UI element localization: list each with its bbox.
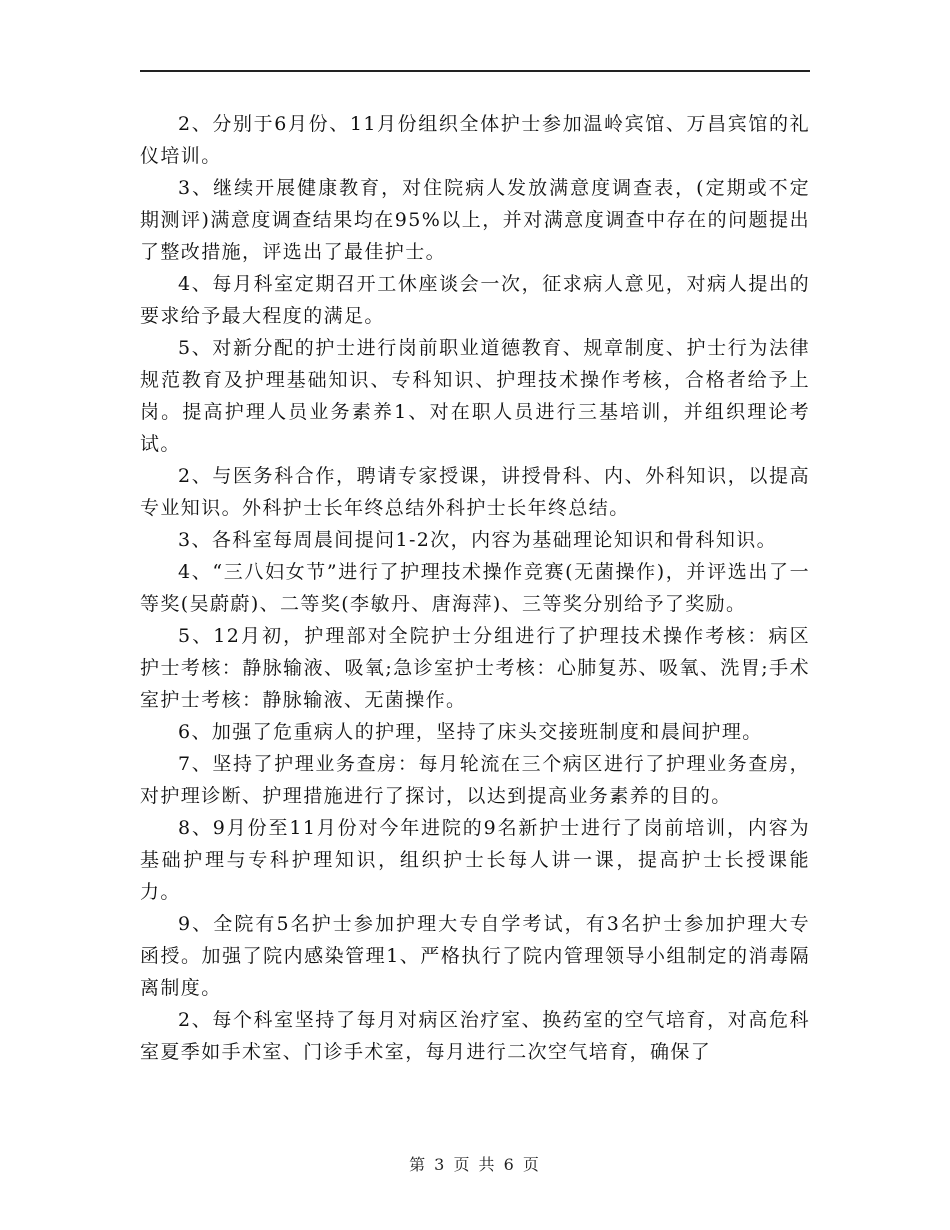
paragraph: 8、9月份至11月份对今年进院的9名新护士进行了岗前培训，内容为基础护理与专科护理知识，组织护士长每人讲一课，提高护士长授课能力。: [140, 817, 810, 903]
paragraph: 9、全院有5名护士参加护理大专自学考试，有3名护士参加护理大专函授。加强了院内感染管理1、严格执行了院内管理领导小组制定的消毒隔离制度。: [140, 913, 810, 999]
paragraph: 2、与医务科合作，聘请专家授课，讲授骨科、内、外科知识，以提高专业知识。外科护士长年终总结外科护士长年终总结。: [140, 465, 810, 519]
paragraph: 2、每个科室坚持了每月对病区治疗室、换药室的空气培育，对高危科室夏季如手术室、门诊手术室，每月进行二次空气培育，确保了: [140, 1009, 810, 1063]
header-rule: [140, 70, 810, 72]
paragraph: 3、各科室每周晨间提问1-2次，内容为基础理论知识和骨科知识。: [178, 529, 778, 551]
paragraph: 6、加强了危重病人的护理，坚持了床头交接班制度和晨间护理。: [178, 721, 763, 743]
paragraph: 2、分别于6月份、11月份组织全体护士参加温岭宾馆、万昌宾馆的礼仪培训。: [140, 113, 810, 167]
paragraph: 5、12月初，护理部对全院护士分组进行了护理技术操作考核：病区护士考核：静脉输液、吸氧;急诊室护士考核：心肺复苏、吸氧、洗胃;手术室护士考核：静脉输液、无菌操作。: [140, 625, 810, 711]
paragraph: 7、坚持了护理业务查房：每月轮流在三个病区进行了护理业务查房，对护理诊断、护理措施进行了探讨，以达到提高业务素养的目的。: [140, 753, 810, 807]
paragraph: 5、对新分配的护士进行岗前职业道德教育、规章制度、护士行为法律规范教育及护理基础知识、专科知识、护理技术操作考核，合格者给予上岗。提高护理人员业务素养1、对在职人员进行三基培训，并组织理论考试。: [140, 337, 810, 455]
paragraph: 3、继续开展健康教育，对住院病人发放满意度调查表，(定期或不定期测评)满意度调查结果均在95%以上，并对满意度调查中存在的问题提出了整改措施，评选出了最佳护士。: [140, 177, 810, 263]
document-body: [140, 108, 810, 1068]
page-number: 第 3 页 共 6 页: [409, 1155, 541, 1174]
paragraph: 4、“三八妇女节”进行了护理技术操作竞赛(无菌操作)，并评选出了一等奖(吴蔚蔚)、二等奖(李敏丹、唐海萍)、三等奖分别给予了奖励。: [140, 561, 810, 615]
paragraph: 4、每月科室定期召开工休座谈会一次，征求病人意见，对病人提出的要求给予最大程度的满足。: [140, 273, 810, 327]
